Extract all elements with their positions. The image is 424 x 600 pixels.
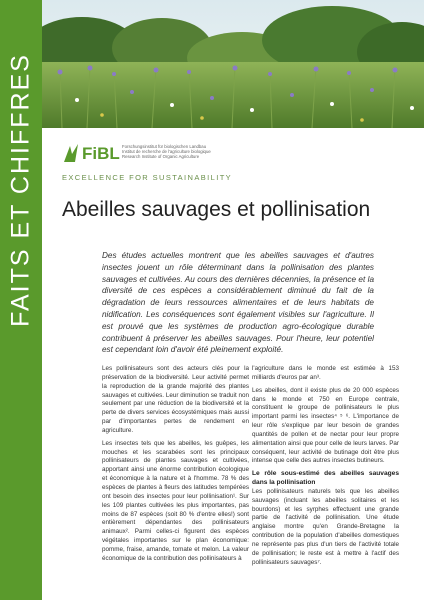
- intro-paragraph: Des études actuelles montrent que les abeilles sauvages et d'autres insectes jouent un rôle déterminant dans la pollinisation des plantes sauvages et cultivées. Au cours des dernières décennies, la présence et la diversité de ces espèces a considérablement diminué du fait de la dégradation de leurs ressources alimentaires et de leurs habitats de nidification. Les conséquences sont également visibles sur l'agriculture. Il est prouvé que les systèmes de production agro-écologique durable contribuent à préserver les abeilles sauvages. Pour l'heure, leur potentiel est cependant loin d'avoir été pleinement exploité.: [102, 251, 374, 355]
- fibl-leaf-icon: [62, 142, 80, 164]
- body-column-right: [252, 365, 399, 571]
- institute-line: Research Institute of Organic Agriculture: [122, 154, 200, 160]
- sidebar-label: [0, 0, 42, 600]
- institute-names: [122, 144, 282, 160]
- section-heading: Le rôle sous-estimé des abeilles sauvages dans la pollinisation: [252, 470, 399, 487]
- body-paragraph: Les insectes tels que les abeilles, les guêpes, les mouches et les scarabées sont les principaux pollinisateurs de plantes sauvages et cultivées, apportant ainsi une énorme contribution écologique et économique à la nature et à l'homme. 78 % des espèces de plantes à fleurs des latitudes tempérées ont besoin des insectes pour leur pollinisation¹. Sur les 109 plantes cultivées les plus importantes, pas moins de 87 espèces (soit 80 % d'entre elles!) sont entièrement dépendantes des pollinisateurs animaux². Parmi celles-ci figurent des espèces végétales importantes sur le plan économique: pomme, fraise, amande, tomate et melon. La valeur économique de la contribution des pollinisateurs à: [102, 439, 249, 562]
- page-title: Abeilles sauvages et pollinisation: [62, 198, 371, 221]
- body-column-left: [102, 365, 249, 568]
- sidebar-title: FAITS ET CHIFFRES: [6, 53, 35, 327]
- header-photo: [42, 0, 424, 128]
- body-paragraph: Les abeilles, dont il existe plus de 20 000 espèces dans le monde et 750 en Europe centrale, constituent le groupe de pollinisateurs le plus important parmi les insectes⁴ ⁵ ⁶. L'importance de leur rôle s'explique par leur besoin de grandes quantités de pollen et de nectar pour leur propre alimentation ainsi que pour celle de leurs larves. Par conséquent, leur activité de butinage doit être plus intense que celle des autres insectes butineurs.: [252, 386, 399, 465]
- body-paragraph: l'agriculture dans le monde est estimée à 153 milliards d'euros par an³.: [252, 365, 399, 381]
- body-paragraph: Les pollinisateurs naturels tels que les abeilles sauvages (incluant les abeilles solitaires et les bourdons) et les syrphes effectuent une grande partie de l'activité de pollinisation. Une étude anglaise montre qu'en Grande-Bretagne la contribution de la population d'abeilles domestiques ne représente pas plus d'un tiers de l'activité totale de pollinisation; le reste est à mettre à l'actif des pollinisateurs sauvages⁷.: [252, 487, 399, 566]
- institute-line: Institut de recherche de l'agriculture biologique: [122, 149, 211, 155]
- institute-line: Forschungsinstitut für biologischen Landbau: [122, 144, 207, 149]
- body-paragraph: Les pollinisateurs sont des acteurs clés pour la préservation de la biodiversité. Leur activité permet la reproduction de la grande majorité des plantes sauvages et cultivées. Leur diminution se traduit non seulement par une réduction de la biodiversité et la perte de divers services écosystémiques mais aussi par d'importantes pertes de rendement en agriculture.: [102, 365, 249, 434]
- tagline: EXCELLENCE FOR SUSTAINABILITY: [62, 173, 233, 182]
- logo-wordmark: FiBL: [82, 144, 120, 163]
